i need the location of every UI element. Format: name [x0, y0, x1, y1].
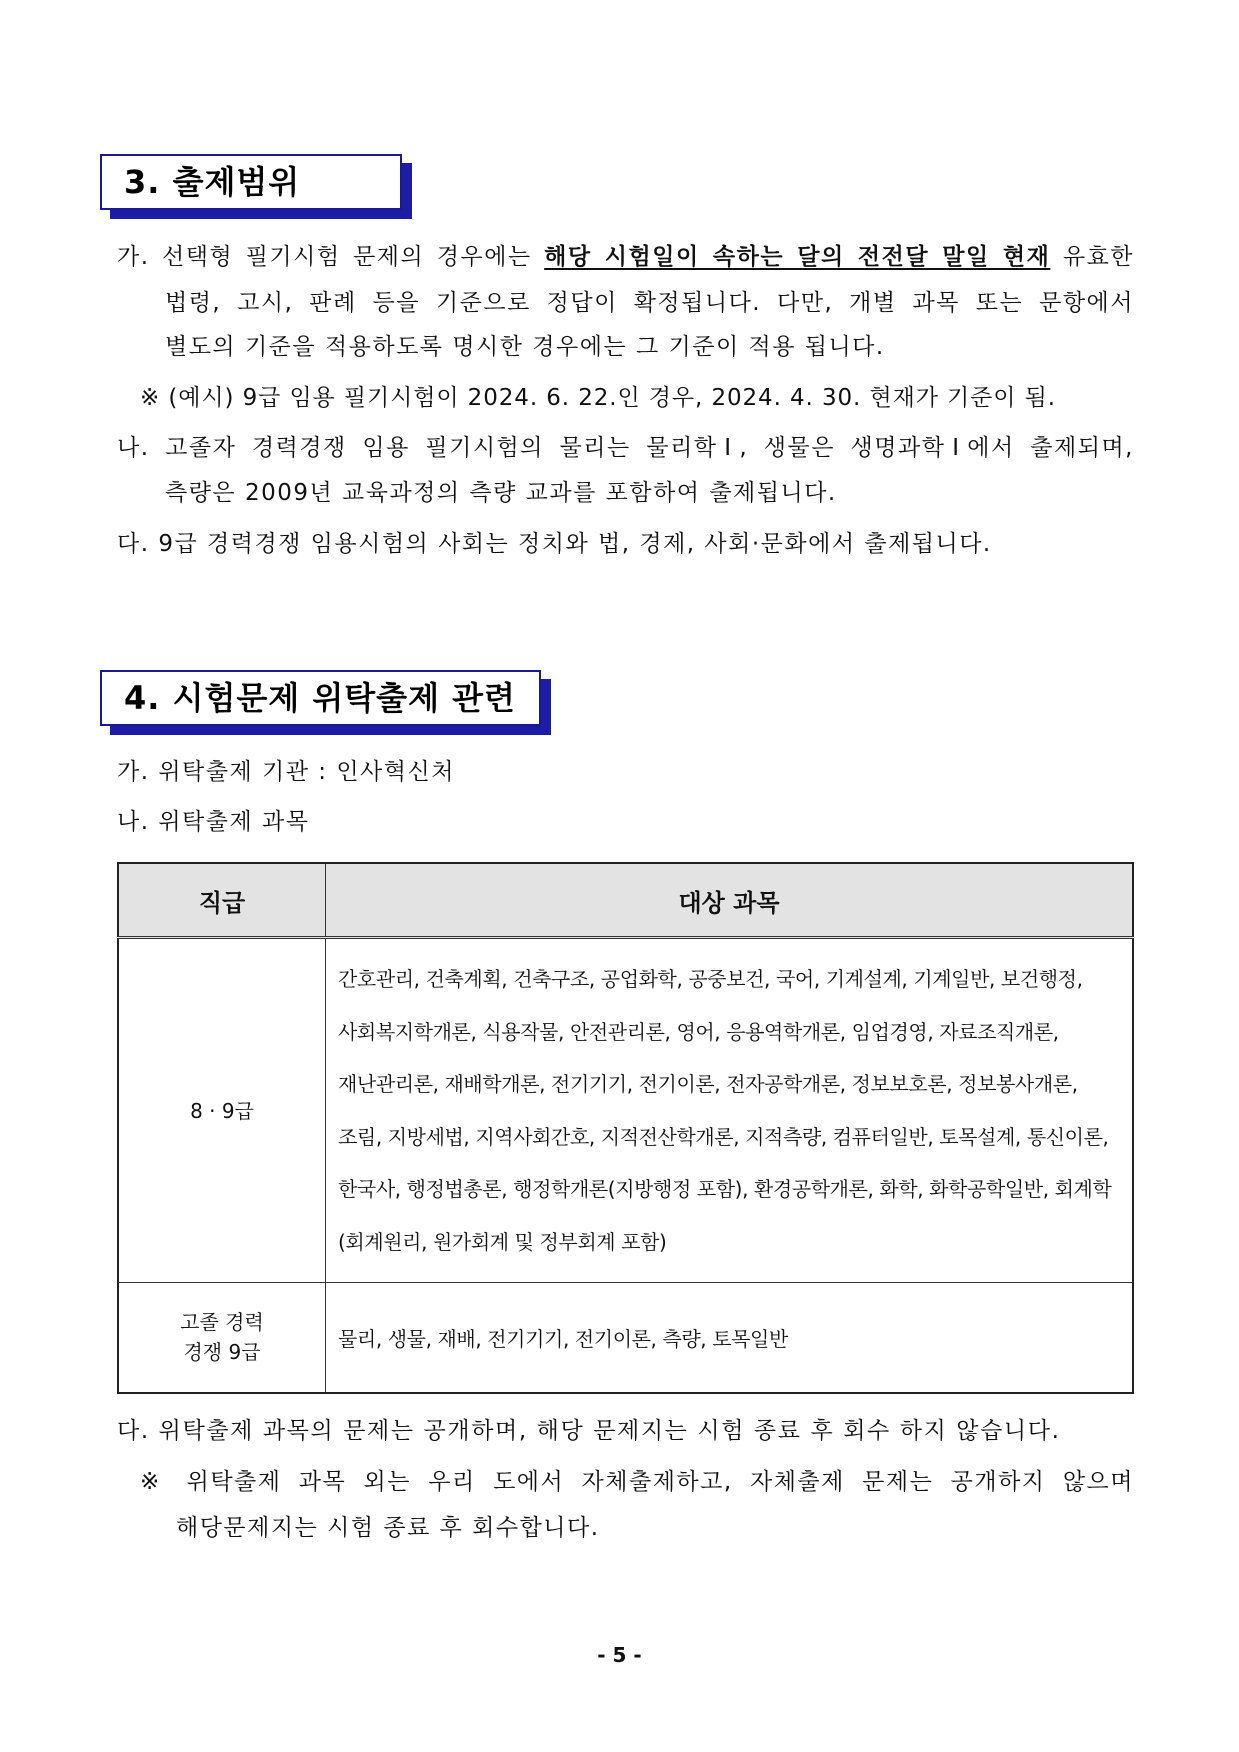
section-3-heading: 3. 출제범위	[124, 163, 301, 201]
section-3-item-ga-line2: 법령, 고시, 판례 등을 기준으로 정답이 확정됩니다. 다만, 개별 과목 또는 문항에서	[165, 290, 1134, 316]
subjects-8-9	[326, 938, 1134, 1283]
section-3-item-ga-line3: 별도의 기준을 적용하도록 명시한 경우에는 그 기준이 적용 됩니다.	[165, 334, 885, 360]
section-4-heading: 4. 시험문제 위탁출제 관련	[124, 679, 516, 717]
section-4-item-da: 다. 위탁출제 과목의 문제는 공개하며, 해당 문제지는 시험 종료 후 회수 하지 않습니다.	[117, 1418, 1061, 1444]
subjects-line: 조림, 지방세법, 지역사회간호, 지적전산학개론, 지적측량, 컴퓨터일반, 토목설계, 통신이론,	[338, 1124, 1109, 1149]
section-4-item-na: 나. 위탁출제 과목	[117, 809, 310, 835]
section-4-note-line2: 해당문제지는 시험 종료 후 회수합니다.	[176, 1515, 600, 1541]
section-3-item-na-line2: 측량은 2009년 교육과정의 측량 교과를 포함하여 출제됩니다.	[165, 480, 837, 506]
subjects-line: 재난관리론, 재배학개론, 전기기기, 전기이론, 전자공학개론, 정보보호론, 정보봉사개론,	[338, 1072, 1078, 1096]
subjects-line: 간호관리, 건축계획, 건축구조, 공업화학, 공중보건, 국어, 기계설계, 기계일반, 보건행정,	[338, 967, 1083, 991]
section-4-note-line1: ※ 위탁출제 과목 외는 우리 도에서 자체출제하고, 자체출제 문제는 공개하지 않으며	[140, 1469, 1134, 1495]
page-number: - 5 -	[597, 1643, 642, 1667]
header-grade: 직급	[118, 863, 326, 938]
subjects-line: (회계원리, 원가회계 및 정부회계 포함)	[338, 1229, 667, 1254]
delegated-subjects-table	[117, 862, 1134, 1394]
section-3-item-ga-line1: 가. 선택형 필기시험 문제의 경우에는 해당 시험일이 속하는 달의 전전달 말일 현재 유효한	[117, 244, 1135, 270]
section-3-item-da: 다. 9급 경력경쟁 임용시험의 사회는 정치와 법, 경제, 사회·문화에서 출제됩니다.	[117, 531, 992, 557]
section-4-item-ga: 가. 위탁출제 기관 : 인사혁신처	[117, 759, 455, 785]
emphasized-criterion: 해당 시험일이 속하는 달의 전전달 말일 현재	[544, 244, 1051, 270]
section-3-example-note: ※ (예시) 9급 임용 필기시험이 2024. 6. 22.인 경우, 2024. 4. 30. 현재가 기준이 됨.	[140, 385, 1056, 411]
table-row	[118, 938, 1133, 1283]
grade-highschool-career: 고졸 경력 경쟁 9급	[118, 1283, 326, 1393]
grade-8-9: 8 · 9급	[118, 938, 326, 1283]
table-row	[118, 1283, 1133, 1393]
subjects-highschool-career: 물리, 생물, 재배, 전기기기, 전기이론, 측량, 토목일반	[326, 1283, 1134, 1393]
header-subjects: 대상 과목	[326, 863, 1134, 938]
section-3-heading-box	[100, 154, 402, 210]
section-3-item-na-line1: 나. 고졸자 경력경쟁 임용 필기시험의 물리는 물리학Ⅰ, 생물은 생명과학Ⅰ에서 출제되며,	[117, 435, 1134, 461]
section-4-heading-box	[100, 670, 541, 726]
subjects-line: 사회복지학개론, 식용작물, 안전관리론, 영어, 응용역학개론, 임업경영, 자료조직개론,	[338, 1019, 1059, 1044]
subjects-line: 한국사, 행정법총론, 행정학개론(지방행정 포함), 환경공학개론, 화학, 화학공학일반, 회계학	[338, 1177, 1112, 1201]
table-header-row	[118, 863, 1133, 938]
